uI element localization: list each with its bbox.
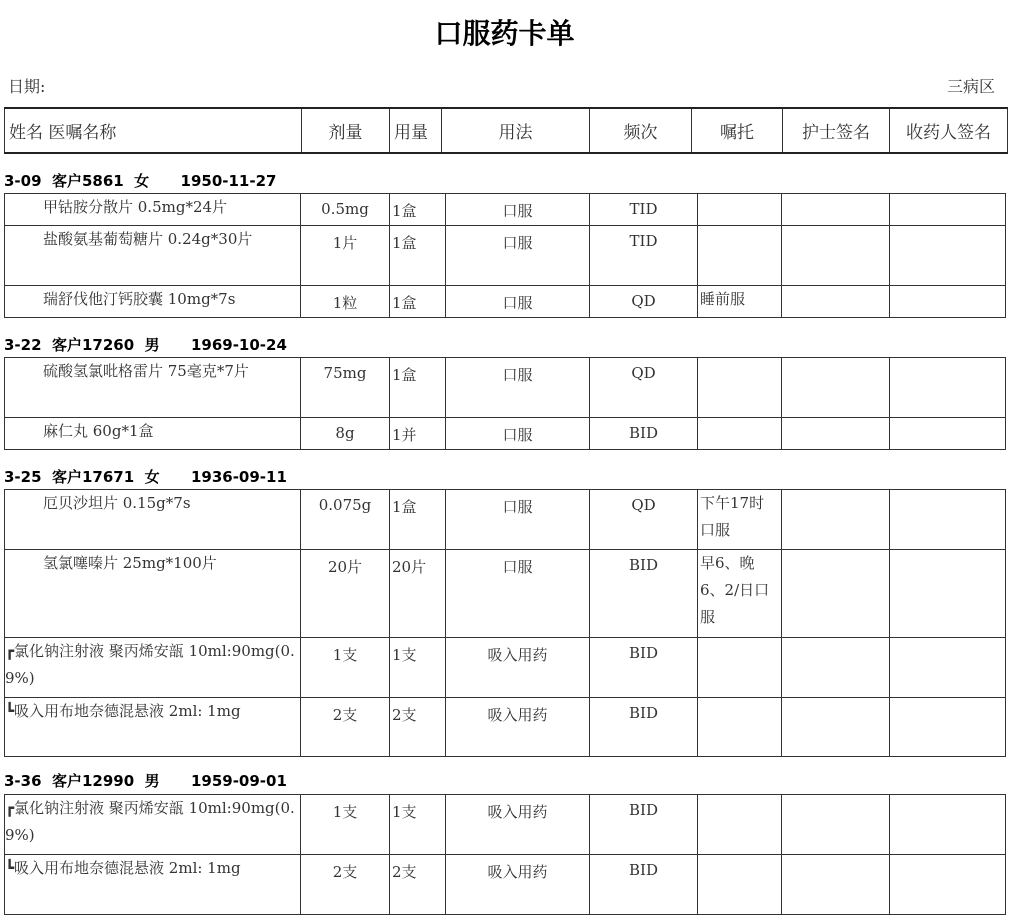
nurse-signature-cell <box>782 638 890 698</box>
dose-cell: 1片 <box>301 226 390 286</box>
medication-row <box>5 418 1006 450</box>
medication-row <box>5 638 1006 698</box>
medication-row <box>5 795 1006 855</box>
medication-name-text: 瑞舒伐他汀钙胶囊 10mg*7s <box>43 290 236 308</box>
dose-cell: 75mg <box>301 358 390 418</box>
medication-row <box>5 698 1006 757</box>
medication-name-text: 硫酸氢氯吡格雷片 75毫克*7片 <box>43 362 249 380</box>
medication-name <box>5 194 301 226</box>
dose-cell: 1支 <box>301 638 390 698</box>
frequency-cell: QD <box>590 286 698 318</box>
medication-table <box>4 357 1006 450</box>
note-cell <box>698 855 782 915</box>
note-cell <box>698 795 782 855</box>
medication-table <box>4 794 1006 915</box>
header-usage: 用法 <box>442 108 590 153</box>
dose-cell: 20片 <box>301 550 390 638</box>
nurse-signature-cell <box>782 855 890 915</box>
receiver-signature-cell <box>890 638 1006 698</box>
amount-cell: 1并 <box>390 418 446 450</box>
amount-cell: 1盒 <box>390 490 446 550</box>
medication-name-text: 氯化钠注射液 聚丙烯安瓿 10ml:90mg(0.9%) <box>5 799 295 844</box>
frequency-cell: BID <box>590 638 698 698</box>
medication-name-text: 甲钴胺分散片 0.5mg*24片 <box>43 198 228 216</box>
medication-name-text: 厄贝沙坦片 0.15g*7s <box>43 494 191 512</box>
medication-row <box>5 550 1006 638</box>
receiver-signature-cell <box>890 226 1006 286</box>
frequency-cell: QD <box>590 490 698 550</box>
note-cell: 睡前服 <box>698 286 782 318</box>
medication-name <box>5 490 301 550</box>
usage-cell: 吸入用药 <box>446 698 590 757</box>
dose-cell: 2支 <box>301 698 390 757</box>
dose-cell: 1粒 <box>301 286 390 318</box>
medication-table <box>4 489 1006 757</box>
dose-cell: 0.075g <box>301 490 390 550</box>
medication-row <box>5 286 1006 318</box>
column-header-table <box>4 107 1008 154</box>
medication-row <box>5 194 1006 226</box>
receiver-signature-cell <box>890 490 1006 550</box>
header-name: 姓名 医嘱名称 <box>5 108 302 153</box>
header-nurse-signature: 护士签名 <box>783 108 890 153</box>
receiver-signature-cell <box>890 358 1006 418</box>
note-cell: 下午17时口服 <box>698 490 782 550</box>
receiver-signature-cell <box>890 418 1006 450</box>
ward-label: 三病区 <box>946 77 995 96</box>
patient-header: 3-36 客户12990 男 1959-09-01 <box>4 772 287 790</box>
header-frequency: 频次 <box>590 108 692 153</box>
nurse-signature-cell <box>782 490 890 550</box>
usage-cell: 口服 <box>446 490 590 550</box>
note-cell: 早6、晚6、2/日口服 <box>698 550 782 638</box>
medication-row <box>5 226 1006 286</box>
dose-cell: 1支 <box>301 795 390 855</box>
usage-cell: 口服 <box>446 286 590 318</box>
usage-cell: 吸入用药 <box>446 638 590 698</box>
frequency-cell: BID <box>590 795 698 855</box>
medication-name <box>5 698 301 757</box>
usage-cell: 吸入用药 <box>446 855 590 915</box>
medication-name-text: 氢氯噻嗪片 25mg*100片 <box>43 554 217 572</box>
medication-name <box>5 226 301 286</box>
medication-name-text: 盐酸氨基葡萄糖片 0.24g*30片 <box>43 230 253 248</box>
note-cell <box>698 638 782 698</box>
bracket-mark: ┗ <box>5 702 15 720</box>
medication-name <box>5 358 301 418</box>
medication-table <box>4 193 1006 318</box>
usage-cell: 口服 <box>446 550 590 638</box>
medication-row <box>5 855 1006 915</box>
medication-row <box>5 490 1006 550</box>
frequency-cell: BID <box>590 855 698 915</box>
receiver-signature-cell <box>890 550 1006 638</box>
usage-cell: 口服 <box>446 194 590 226</box>
amount-cell: 1盒 <box>390 286 446 318</box>
bracket-mark: ┏ <box>5 642 15 660</box>
amount-cell: 2支 <box>390 855 446 915</box>
frequency-cell: BID <box>590 550 698 638</box>
medication-name-text: 麻仁丸 60g*1盒 <box>43 422 154 440</box>
nurse-signature-cell <box>782 286 890 318</box>
nurse-signature-cell <box>782 194 890 226</box>
nurse-signature-cell <box>782 418 890 450</box>
usage-cell: 口服 <box>446 226 590 286</box>
nurse-signature-cell <box>782 550 890 638</box>
header-amount: 用量 <box>390 108 442 153</box>
header-receiver-signature: 收药人签名 <box>890 108 1008 153</box>
amount-cell: 1盒 <box>390 194 446 226</box>
amount-cell: 1支 <box>390 795 446 855</box>
receiver-signature-cell <box>890 795 1006 855</box>
nurse-signature-cell <box>782 795 890 855</box>
patient-header: 3-25 客户17671 女 1936-09-11 <box>4 468 287 486</box>
amount-cell: 2支 <box>390 698 446 757</box>
medication-name <box>5 638 301 698</box>
bracket-mark: ┗ <box>5 859 15 877</box>
frequency-cell: BID <box>590 698 698 757</box>
medication-name <box>5 418 301 450</box>
header-dose: 剂量 <box>302 108 390 153</box>
dose-cell: 8g <box>301 418 390 450</box>
medication-name-text: 氯化钠注射液 聚丙烯安瓿 10ml:90mg(0.9%) <box>5 642 295 687</box>
amount-cell: 20片 <box>390 550 446 638</box>
medication-name <box>5 550 301 638</box>
amount-cell: 1盒 <box>390 358 446 418</box>
usage-cell: 吸入用药 <box>446 795 590 855</box>
header-note: 嘱托 <box>692 108 783 153</box>
medication-name <box>5 795 301 855</box>
date-label: 日期: <box>8 77 46 96</box>
medication-name-text: 吸入用布地奈德混悬液 2ml: 1mg <box>14 702 241 720</box>
medication-name-text: 吸入用布地奈德混悬液 2ml: 1mg <box>14 859 241 877</box>
medication-row <box>5 358 1006 418</box>
receiver-signature-cell <box>890 194 1006 226</box>
frequency-cell: BID <box>590 418 698 450</box>
amount-cell: 1支 <box>390 638 446 698</box>
nurse-signature-cell <box>782 698 890 757</box>
receiver-signature-cell <box>890 286 1006 318</box>
note-cell <box>698 698 782 757</box>
dose-cell: 0.5mg <box>301 194 390 226</box>
usage-cell: 口服 <box>446 358 590 418</box>
medication-name <box>5 855 301 915</box>
patient-header: 3-09 客户5861 女 1950-11-27 <box>4 172 277 190</box>
note-cell <box>698 358 782 418</box>
document-title: 口服药卡单 <box>434 17 575 50</box>
dose-cell: 2支 <box>301 855 390 915</box>
nurse-signature-cell <box>782 226 890 286</box>
amount-cell: 1盒 <box>390 226 446 286</box>
receiver-signature-cell <box>890 855 1006 915</box>
patient-header: 3-22 客户17260 男 1969-10-24 <box>4 336 287 354</box>
bracket-mark: ┏ <box>5 799 15 817</box>
receiver-signature-cell <box>890 698 1006 757</box>
frequency-cell: TID <box>590 194 698 226</box>
nurse-signature-cell <box>782 358 890 418</box>
usage-cell: 口服 <box>446 418 590 450</box>
note-cell <box>698 226 782 286</box>
note-cell <box>698 194 782 226</box>
note-cell <box>698 418 782 450</box>
frequency-cell: TID <box>590 226 698 286</box>
frequency-cell: QD <box>590 358 698 418</box>
medication-name <box>5 286 301 318</box>
